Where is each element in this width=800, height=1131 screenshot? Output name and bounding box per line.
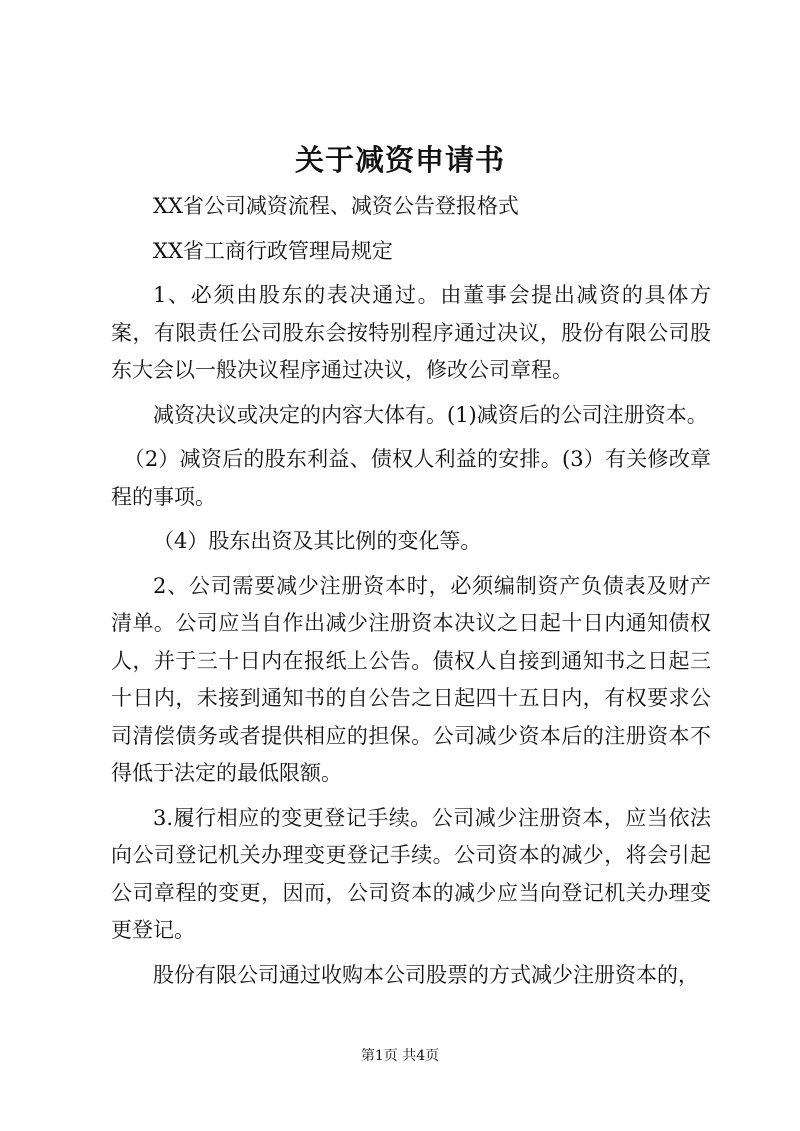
paragraph-item-2: 2、公司需要减少注册资本时，必须编制资产负债表及财产清单。公司应当自作出减少注册资本决议之日起十日内通知债权人，并于三十日内在报纸上公告。债权人自接到通知书之日起三十日内，未接到通知书的自公告之日起四十五日内，有权要求公司清偿债务或者提供相应的担保。公司减少资本后的注册资本不得低于法定的最低限额。 [111,573,711,785]
paragraph-resolution-content: 减资决议或决定的内容大体有。(1)减资后的公司注册资本。 [153,402,708,427]
paragraph-item-3: 3.履行相应的变更登记手续。公司减少注册资本，应当依法向公司登记机关办理变更登记手续。公司资本的减少，将会引起公司章程的变更，因而，公司资本的减少应当向登记机关办理变更登记。 [111,805,711,942]
page-number-footer: 第1页 共4页 [360,1048,440,1064]
document-body [111,188,711,994]
paragraph-resolution-2-3: （2）减资后的股东利益、债权人利益的安排。(3）有关修改章程的事项。 [111,447,711,509]
paragraph-resolution-4: （4）股东出资及其比例的变化等。 [153,529,482,553]
paragraph-heading-2: XX省工商行政管理局规定 [153,238,393,263]
paragraph-share-buyback: 股份有限公司通过收购本公司股票的方式减少注册资本的， [153,962,699,987]
paragraph-item-1: 1、必须由股东的表决通过。由董事会提出减资的具体方案，有限责任公司股东会按特别程序通过决议，股份有限公司股东大会以一般决议程序通过决议，修改公司章程。 [111,283,711,382]
paragraph-heading-1: XX省公司减资流程、减资公告登报格式 [153,194,519,218]
document-title: 关于减资申请书 [294,143,505,177]
